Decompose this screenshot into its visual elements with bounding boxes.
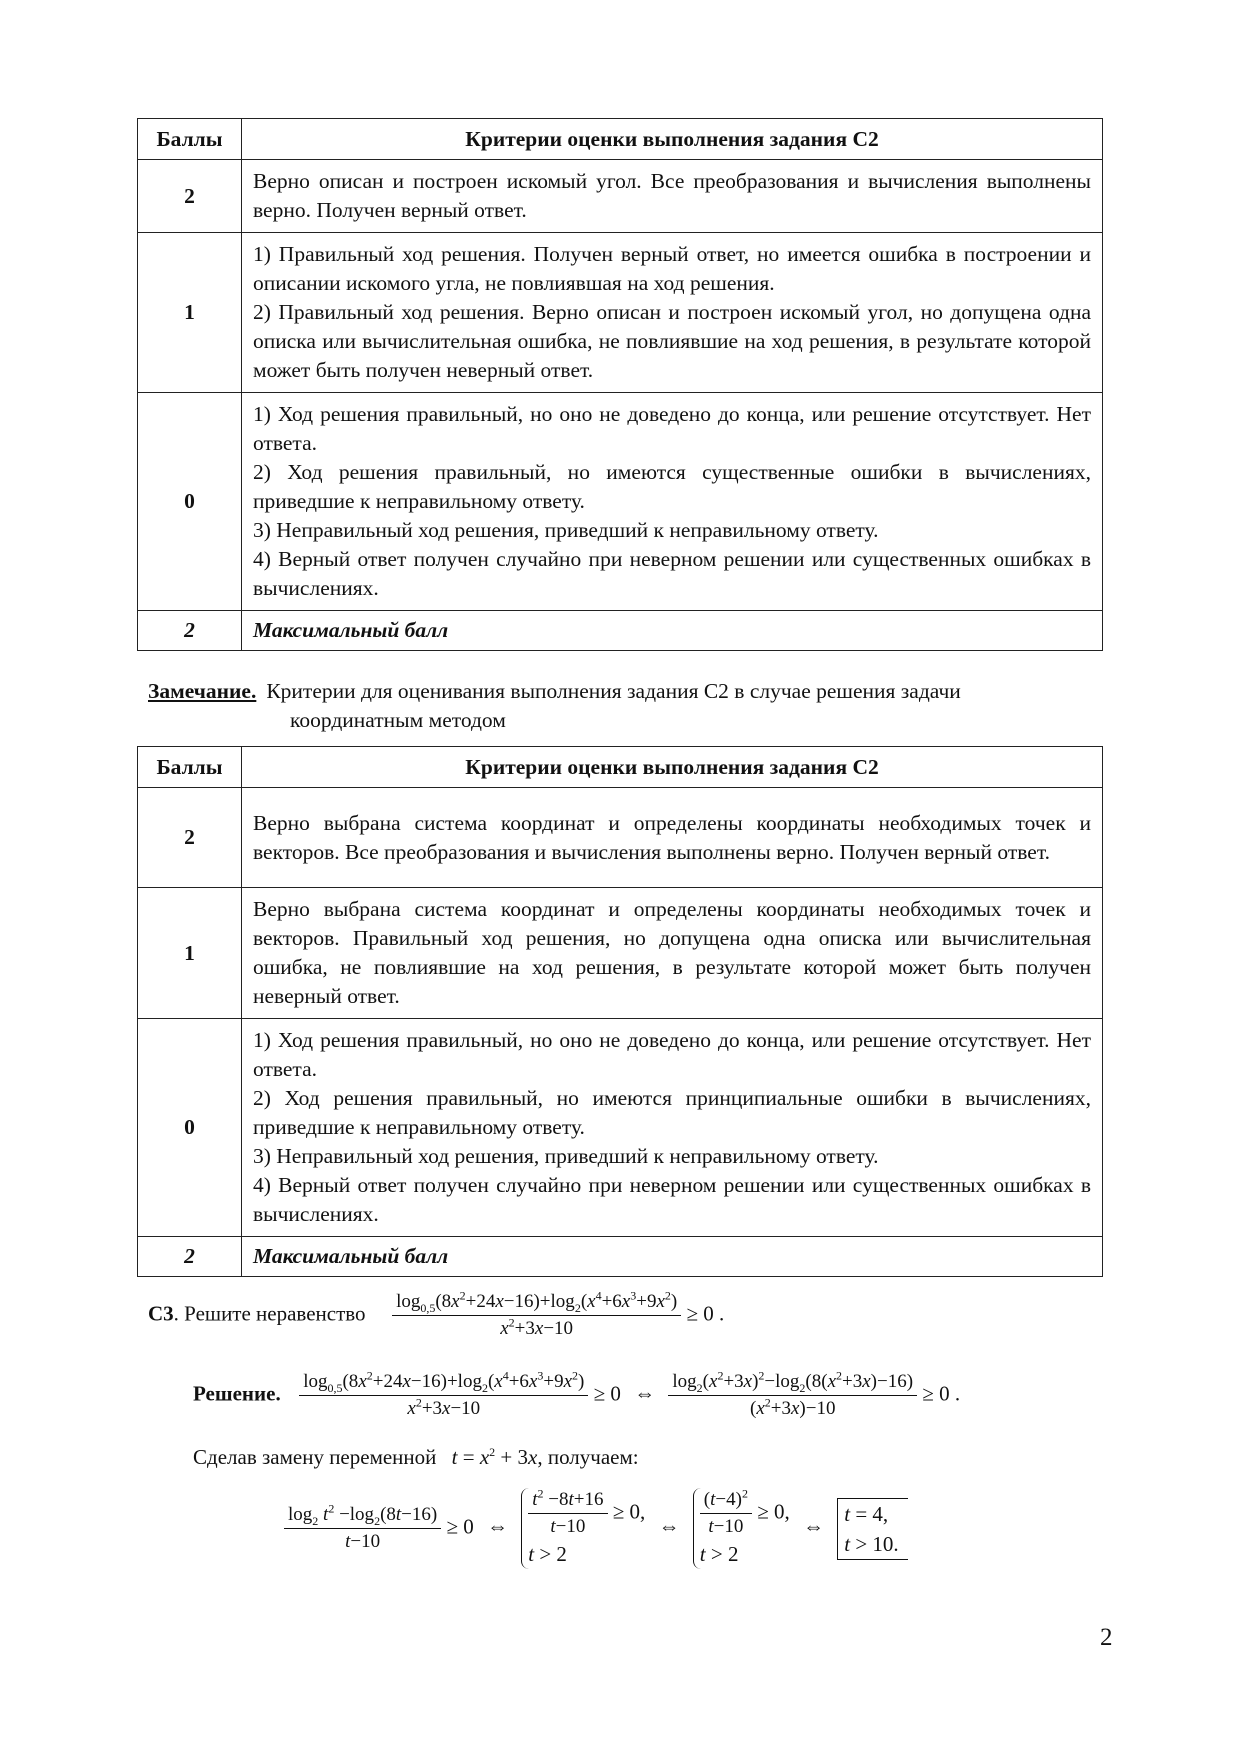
- page-number: 2: [1100, 1624, 1113, 1651]
- solution-fraction-2: $\frac{\log_2(x^2+3x)^2-\log_2(8(x^2+3x)-16)}{(x^2+3x)-10}$: [668, 1370, 917, 1421]
- score-cell: 1: [138, 888, 242, 1019]
- table-row: [138, 888, 1103, 1019]
- table-header-row: [138, 119, 1103, 160]
- table-row: [138, 160, 1103, 233]
- note-label: Замечание.: [148, 679, 257, 703]
- note-line-1: Критерии для оценивания выполнения задания С2 в случае решения задачи: [266, 679, 961, 703]
- system-1: $\frac{t^2 -8t+16}{t-10}$ ≥ 0, t > 2: [521, 1488, 645, 1569]
- max-score-label: Максимальный балл: [242, 1237, 1103, 1277]
- criteria-item: 2) Ход решения правильный, но имеются существенные ошибки в вычислениях, приведшие к неправильному ответу.: [253, 460, 1091, 513]
- criteria-item: Верно описан и построен искомый угол. Все преобразования и вычисления выполнены верно. Получен верный ответ.: [253, 169, 1091, 222]
- max-score-value: 2: [138, 611, 242, 651]
- criteria-item: 3) Неправильный ход решения, приведший к неправильному ответу.: [253, 518, 879, 542]
- header-scores: Баллы: [138, 119, 242, 160]
- chain-fraction: $\frac{\log_2 t^2 -\log_2(8t-16)}{t-10}$: [284, 1503, 441, 1554]
- score-cell: 0: [138, 1019, 242, 1237]
- system-2: $\frac{(t-4)^2}{t-10}$ ≥ 0, t > 2: [693, 1488, 790, 1569]
- table-row: [138, 788, 1103, 888]
- solution-line: Решение. $\frac{\log_{0,5}(8x^2+24x-16)+\log_2(x^4+6x^3+9x^2)}{x^2+3x-10}$ ≥ 0 ⇔ $\frac{\log_2(x^2+3x)^2-\log_2(8(x^2+3x)-16)}{(x^2+3x)-10}$ ≥ 0 .: [193, 1368, 961, 1419]
- task-c3-label: С3: [148, 1301, 174, 1326]
- solution-fraction-1: $\frac{\log_{0,5}(8x^2+24x-16)+\log_2(x^4+6x^3+9x^2)}{x^2+3x-10}$: [299, 1370, 588, 1421]
- criteria-item: 1) Ход решения правильный, но оно не доведено до конца, или решение отсутствует. Нет ответа.: [253, 1028, 1091, 1081]
- criteria-table-1: [137, 118, 1103, 651]
- header-scores: Баллы: [138, 747, 242, 788]
- header-criteria: Критерии оценки выполнения задания С2: [242, 119, 1103, 160]
- criteria-item: 4) Верный ответ получен случайно при неверном решении или существенных ошибках в вычислениях.: [253, 547, 1091, 600]
- task-c3-inequality: $\frac{\log_{0,5}(8x^2+24x-16)+\log_2(x^4+6x^3+9x^2)}{x^2+3x-10}$: [392, 1290, 681, 1341]
- criteria-cell: [242, 788, 1103, 888]
- criteria-item: 1) Ход решения правильный, но оно не доведено до конца, или решение отсутствует. Нет ответа.: [253, 402, 1091, 455]
- criteria-table-2: [137, 746, 1103, 1277]
- criteria-item: 3) Неправильный ход решения, приведший к неправильному ответу.: [253, 1144, 879, 1168]
- score-cell: 2: [138, 160, 242, 233]
- score-cell: 1: [138, 233, 242, 393]
- criteria-item: Верно выбрана система координат и определены координаты необходимых точек и векторов. Правильный ход решения, но допущена одна описка или вычислительная ошибка, не повлиявшие на ход решения, в результате которой может быть получен неверный ответ.: [253, 897, 1091, 1008]
- max-score-row: [138, 611, 1103, 651]
- criteria-item: 4) Верный ответ получен случайно при неверном решении или существенных ошибках в вычислениях.: [253, 1173, 1091, 1226]
- max-score-row: [138, 1237, 1103, 1277]
- max-score-label: Максимальный балл: [242, 611, 1103, 651]
- header-criteria: Критерии оценки выполнения задания С2: [242, 747, 1103, 788]
- max-score-value: 2: [138, 1237, 242, 1277]
- table-row: [138, 233, 1103, 393]
- solution-chain: $\frac{\log_2 t^2 -\log_2(8t-16)}{t-10}$ ≥ 0 ⇔ $\frac{t^2 -8t+16}{t-10}$ ≥ 0, t > 2 ⇔ $\frac{(t-4)^2}{t-10}$ ≥ 0, t > 2 ⇔ t = 4, t > 10.: [284, 1488, 908, 1569]
- criteria-cell: [242, 888, 1103, 1019]
- table-header-row: [138, 747, 1103, 788]
- criteria-cell: [242, 1019, 1103, 1237]
- note-line-2: координатным методом: [290, 708, 506, 732]
- note-block: [148, 677, 1108, 735]
- task-c3: С3. Решите неравенство $\frac{\log_{0,5}(8x^2+24x-16)+\log_2(x^4+6x^3+9x^2)}{x^2+3x-10}$ ≥ 0 .: [148, 1288, 725, 1339]
- substitution-text: Сделав замену переменной: [193, 1445, 437, 1469]
- table-row: [138, 1019, 1103, 1237]
- criteria-cell: [242, 160, 1103, 233]
- solution-set: t = 4, t > 10.: [837, 1498, 908, 1560]
- criteria-item: 2) Правильный ход решения. Верно описан и построен искомый угол, но допущена одна описка или вычислительная ошибка, не повлиявшие на ход решения, в результате которой может быть получен неверный ответ.: [253, 300, 1091, 382]
- task-c3-text: . Решите неравенство: [173, 1301, 366, 1326]
- solution-label: Решение.: [193, 1381, 281, 1406]
- criteria-item: 2) Ход решения правильный, но имеются принципиальные ошибки в вычислениях, приведшие к неправильному ответу.: [253, 1086, 1091, 1139]
- criteria-cell: [242, 233, 1103, 393]
- criteria-cell: [242, 393, 1103, 611]
- substitution-result: , получаем:: [537, 1445, 639, 1469]
- criteria-item: 1) Правильный ход решения. Получен верный ответ, но имеется ошибка в построении и описании искомого угла, не повлиявшая на ход решения.: [253, 242, 1091, 295]
- criteria-item: Верно выбрана система координат и определены координаты необходимых точек и векторов. Все преобразования и вычисления выполнены верно. Получен верный ответ.: [253, 810, 1091, 864]
- score-cell: 0: [138, 393, 242, 611]
- score-cell: 2: [138, 788, 242, 888]
- substitution-line: Сделав замену переменной $t = x^2 + 3x$, получаем:: [193, 1445, 639, 1469]
- table-row: [138, 393, 1103, 611]
